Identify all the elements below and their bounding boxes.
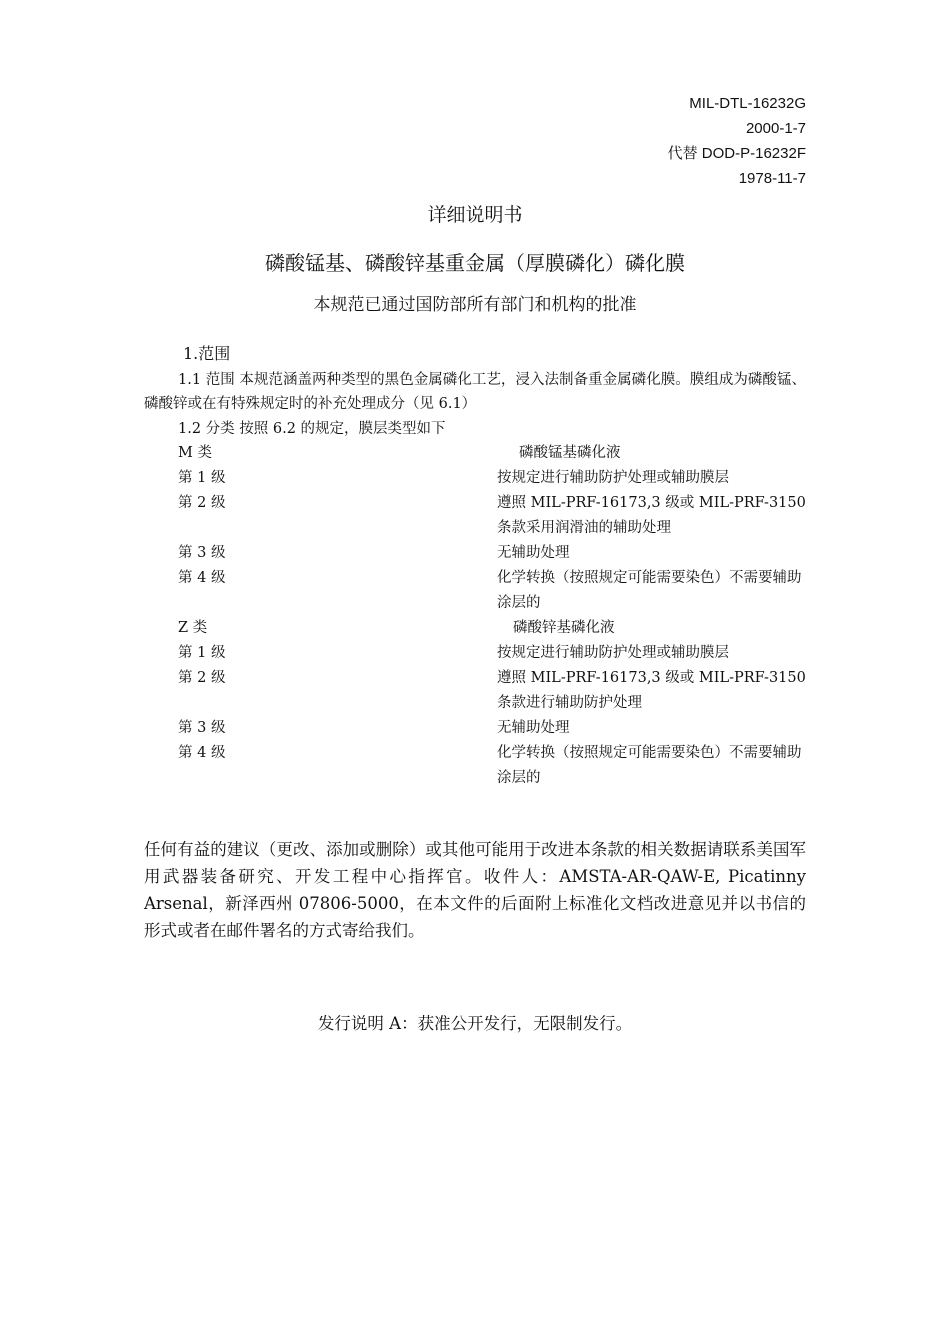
approval-statement: 本规范已通过国防部所有部门和机构的批准	[313, 295, 637, 315]
grade-label: 第 3 级	[178, 720, 226, 736]
grade-label: 第 2 级	[178, 495, 226, 511]
grade-row	[178, 641, 806, 666]
grade-desc: 无辅助处理	[497, 720, 570, 736]
grade-label: 第 1 级	[178, 470, 226, 486]
spec-date: 2000-1-7	[745, 120, 806, 137]
grade-desc: 按规定进行辅助防护处理或辅助膜层	[497, 470, 729, 486]
class-z-label: Z 类	[178, 620, 208, 636]
grade-desc: 化学转换（按照规定可能需要染色）不需要辅助涂层的	[497, 570, 802, 611]
paragraph-1-2: 1.2 分类 按照 6.2 的规定，膜层类型如下	[178, 421, 446, 437]
grade-row	[178, 541, 806, 566]
class-m-row	[178, 441, 806, 466]
supersedes-date: 1978-11-7	[738, 170, 806, 187]
classification-table	[178, 441, 806, 791]
paragraph-1-1: 1.1 范围 本规范涵盖两种类型的黑色金属磷化工艺，浸入法制备重金属磷化膜。膜组成为磷酸锰、磷酸锌或在有特殊规定时的补充处理成分（见 6.1）	[144, 372, 806, 412]
grade-label: 第 4 级	[178, 570, 226, 586]
grade-desc: 无辅助处理	[497, 545, 570, 561]
supersedes-line: 代替 DOD-P-16232F	[667, 145, 806, 162]
grade-row	[178, 466, 806, 491]
class-m-label: M 类	[178, 445, 212, 461]
grade-label: 第 4 级	[178, 745, 226, 761]
class-z-row	[178, 616, 806, 641]
grade-desc: 化学转换（按照规定可能需要染色）不需要辅助涂层的	[497, 745, 802, 786]
grade-row	[178, 491, 806, 541]
grade-desc: 按规定进行辅助防护处理或辅助膜层	[497, 645, 729, 661]
grade-row	[178, 666, 806, 716]
grade-row	[178, 741, 806, 791]
class-m-desc: 磷酸锰基磷化液	[519, 445, 621, 461]
class-z-desc: 磷酸锌基磷化液	[513, 620, 615, 636]
section-1-heading: 1.范围	[183, 344, 231, 363]
main-title: 磷酸锰基、磷酸锌基重金属（厚膜磷化）磷化膜	[265, 251, 685, 275]
grade-label: 第 1 级	[178, 645, 226, 661]
grade-row	[178, 566, 806, 616]
doc-title: 详细说明书	[427, 204, 523, 226]
grade-desc: 遵照 MIL-PRF-16173,3 级或 MIL-PRF-3150 条款进行辅助防护处理	[497, 670, 806, 711]
spec-number: MIL-DTL-16232G	[689, 95, 806, 112]
feedback-notice: 任何有益的建议（更改、添加或删除）或其他可能用于改进本条款的相关数据请联系美国军用武器装备研究、开发工程中心指挥官。收件人：AMSTA-AR-QAW-E, Picatinny Arsenal，新泽西州 07806-5000，在本文件的后面附上标准化文档改进意见并以书信的形式或者在邮件署名的方式寄给我们。	[144, 840, 806, 940]
grade-row	[178, 716, 806, 741]
grade-desc: 遵照 MIL-PRF-16173,3 级或 MIL-PRF-3150 条款采用润滑油的辅助处理	[497, 495, 806, 536]
spec-header	[668, 91, 806, 191]
distribution-statement: 发行说明 A：获准公开发行，无限制发行。	[317, 1014, 633, 1033]
grade-label: 第 3 级	[178, 545, 226, 561]
grade-label: 第 2 级	[178, 670, 226, 686]
